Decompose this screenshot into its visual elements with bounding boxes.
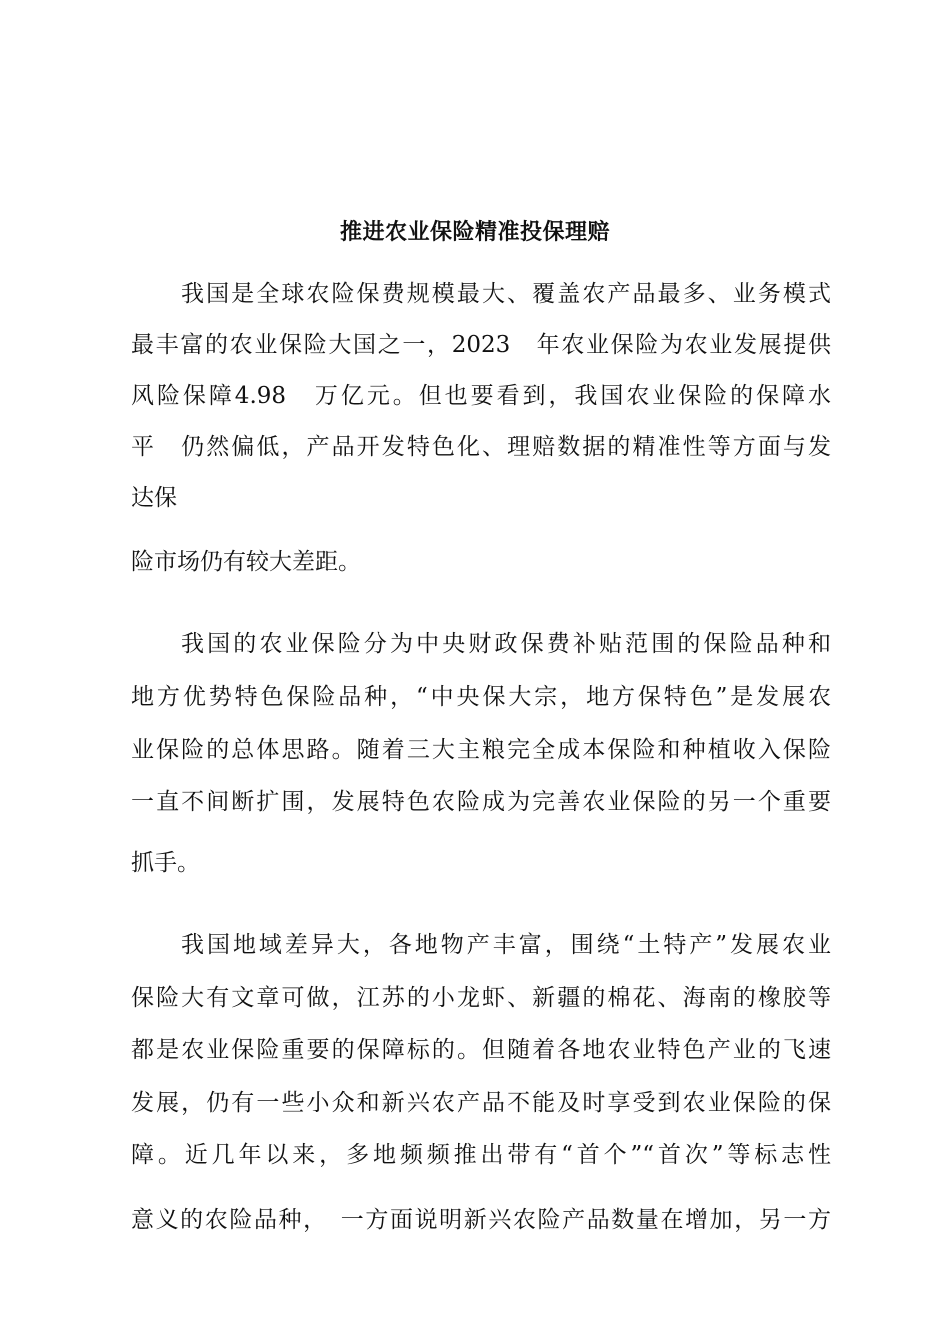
paragraph-3-line-6: 意义的农险品种， 一方面说明新兴农险产品数量在增加，另一方 <box>131 1207 831 1233</box>
document-title: 推进农业保险精准投保理赔 <box>339 220 610 245</box>
paragraph-3-line-1: 我国地域差异大，各地物产丰富，围绕“土特产”发展农业 <box>181 932 831 958</box>
paragraph-1-line-1: 我国是全球农险保费规模最大、覆盖农产品最多、业务模式 <box>181 281 831 307</box>
paragraph-1-line-6: 险市场仍有较大差距。 <box>131 549 361 575</box>
paragraph-1-line-5: 达保 <box>131 485 177 511</box>
paragraph-1-line-4: 平 仍然偏低，产品开发特色化、理赔数据的精准性等方面与发 <box>131 434 831 460</box>
paragraph-3-line-2: 保险大有文章可做，江苏的小龙虾、新疆的棉花、海南的橡胶等 <box>131 985 831 1011</box>
paragraph-2-line-2: 地方优势特色保险品种，“中央保大宗，地方保特色”是发展农 <box>131 684 831 710</box>
paragraph-2-line-3: 业保险的总体思路。随着三大主粮完全成本保险和种植收入保险 <box>131 737 831 763</box>
paragraph-2-line-4: 一直不间断扩围，发展特色农险成为完善农业保险的另一个重要 <box>131 789 831 815</box>
paragraph-2-line-5: 抓手。 <box>131 850 200 876</box>
paragraph-3-line-3: 都是农业保险重要的保障标的。但随着各地农业特色产业的飞速 <box>131 1037 831 1063</box>
paragraph-1-line-2: 最丰富的农业保险大国之一，2023 年农业保险为农业发展提供 <box>131 332 831 358</box>
paragraph-2-line-1: 我国的农业保险分为中央财政保费补贴范围的保险品种和 <box>181 631 831 657</box>
paragraph-3-line-5: 障。近几年以来，多地频频推出带有“首个”“首次”等标志性 <box>131 1142 831 1168</box>
paragraph-3-line-4: 发展，仍有一些小众和新兴农产品不能及时享受到农业保险的保 <box>131 1090 831 1116</box>
paragraph-1-line-3: 风险保障4.98 万亿元。但也要看到，我国农业保险的保障水 <box>131 383 831 409</box>
